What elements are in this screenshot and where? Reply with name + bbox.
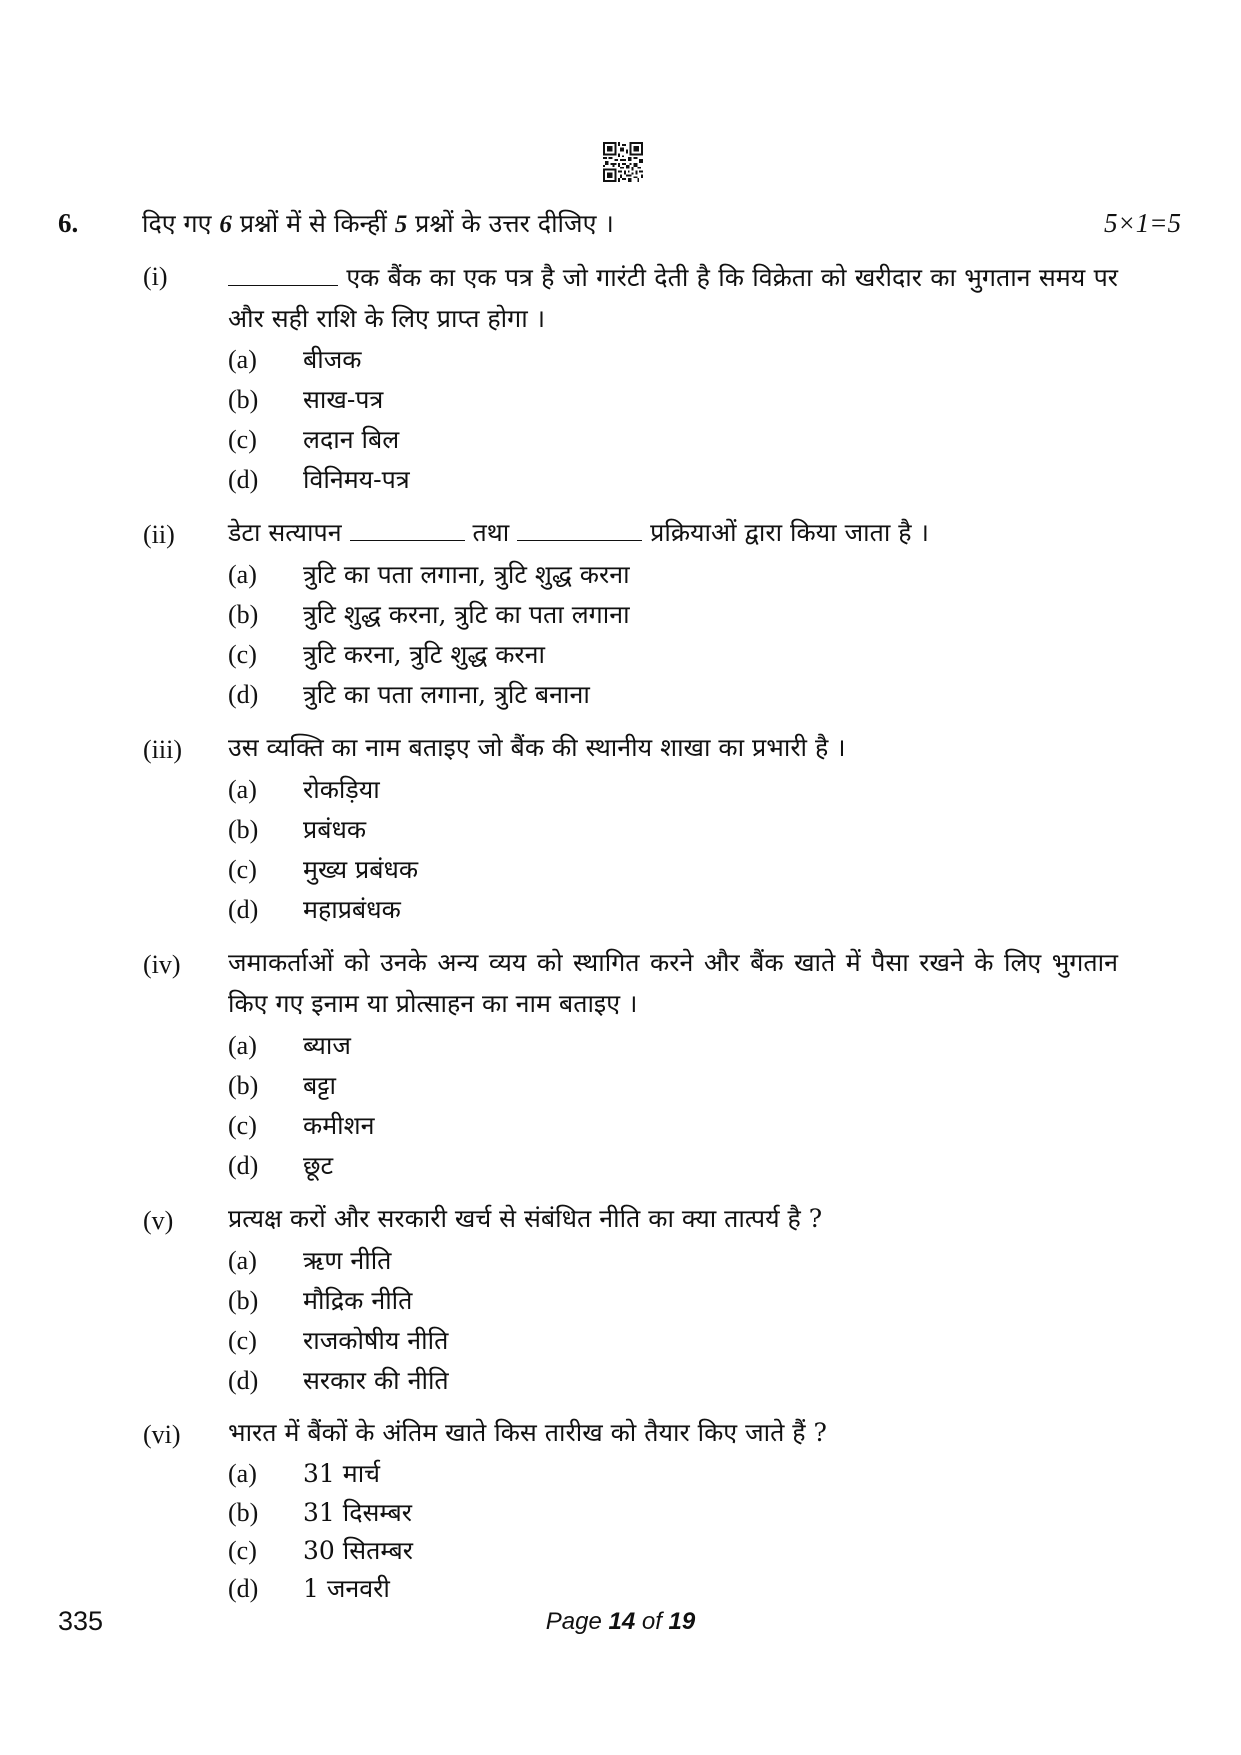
answer-blank <box>350 518 465 541</box>
answer-blank <box>228 263 338 286</box>
page-number: Page 14 of 19 <box>545 1608 696 1635</box>
option: (b) 31 दिसम्बर <box>228 1498 413 1527</box>
option: (a) 31 मार्च <box>228 1459 381 1488</box>
option: (c) कमीशन <box>228 1111 375 1140</box>
option: (c) लदान बिल <box>228 425 400 454</box>
option: (d) सरकार की नीति <box>228 1366 449 1395</box>
subquestion-label: (iv) <box>143 950 181 979</box>
subquestion-label: (ii) <box>143 520 175 549</box>
option: (c) राजकोषीय नीति <box>228 1326 449 1355</box>
subquestion-stem: उस व्यक्ति का नाम बताइए जो बैंक की स्थानीय शाखा का प्रभारी है । <box>228 733 846 762</box>
question-marks: 5×1=5 <box>1104 208 1181 238</box>
subquestion-label: (i) <box>143 262 168 291</box>
option: (a) ऋण नीति <box>228 1246 392 1275</box>
subquestion-label: (v) <box>143 1206 174 1235</box>
option: (b) साख-पत्र <box>228 385 384 414</box>
subquestion-label: (vi) <box>143 1420 181 1449</box>
option: (a) बीजक <box>228 345 362 374</box>
paper-code: 335 <box>58 1606 104 1636</box>
option: (c) मुख्य प्रबंधक <box>228 855 419 884</box>
subquestion-stem: जमाकर्ताओं को उनके अन्य व्यय को स्थागित करने और बैंक खाते में पैसा रखने के लिए भुगतान किए गए इनाम या प्रोत्साहन का नाम बताइए । <box>228 948 1118 1018</box>
subquestion-stem: एक बैंक का एक पत्र है जो गारंटी देती है कि विक्रेता को खरीदार का भुगतान समय पर और सही राशि के लिए प्राप्त होगा । <box>228 263 1118 333</box>
option: (a) ब्याज <box>228 1031 351 1060</box>
option: (b) प्रबंधक <box>228 815 367 844</box>
subquestion-stem: भारत में बैंकों के अंतिम खाते किस तारीख को तैयार किए जाते हैं ? <box>228 1418 827 1447</box>
qr-code-icon <box>603 142 643 182</box>
option: (d) विनिमय-पत्र <box>228 465 410 494</box>
option: (d) त्रुटि का पता लगाना, त्रुटि बनाना <box>228 680 590 709</box>
answer-blank <box>517 518 642 541</box>
option: (c) 30 सितम्बर <box>228 1536 414 1565</box>
option: (b) मौद्रिक नीति <box>228 1286 413 1315</box>
option: (d) छूट <box>228 1151 334 1180</box>
question-number: 6. <box>58 208 79 238</box>
option: (b) बट्टा <box>228 1071 336 1100</box>
option: (c) त्रुटि करना, त्रुटि शुद्ध करना <box>228 640 546 669</box>
subquestion-label: (iii) <box>143 735 182 764</box>
option: (a) रोकड़िया <box>228 775 380 804</box>
option: (d) 1 जनवरी <box>228 1574 390 1603</box>
option: (b) त्रुटि शुद्ध करना, त्रुटि का पता लगाना <box>228 600 630 629</box>
subquestion-stem: डेटा सत्यापन तथा प्रक्रियाओं द्वारा किया जाता है । <box>228 518 929 547</box>
option: (a) त्रुटि का पता लगाना, त्रुटि शुद्ध करना <box>228 560 630 589</box>
subquestion-stem: प्रत्यक्ष करों और सरकारी खर्च से संबंधित नीति का क्या तात्पर्य है ? <box>228 1204 823 1233</box>
question-instruction: दिए गए 6 प्रश्नों में से किन्हीं 5 प्रश्नों के उत्तर दीजिए । <box>142 209 614 238</box>
option: (d) महाप्रबंधक <box>228 895 401 924</box>
